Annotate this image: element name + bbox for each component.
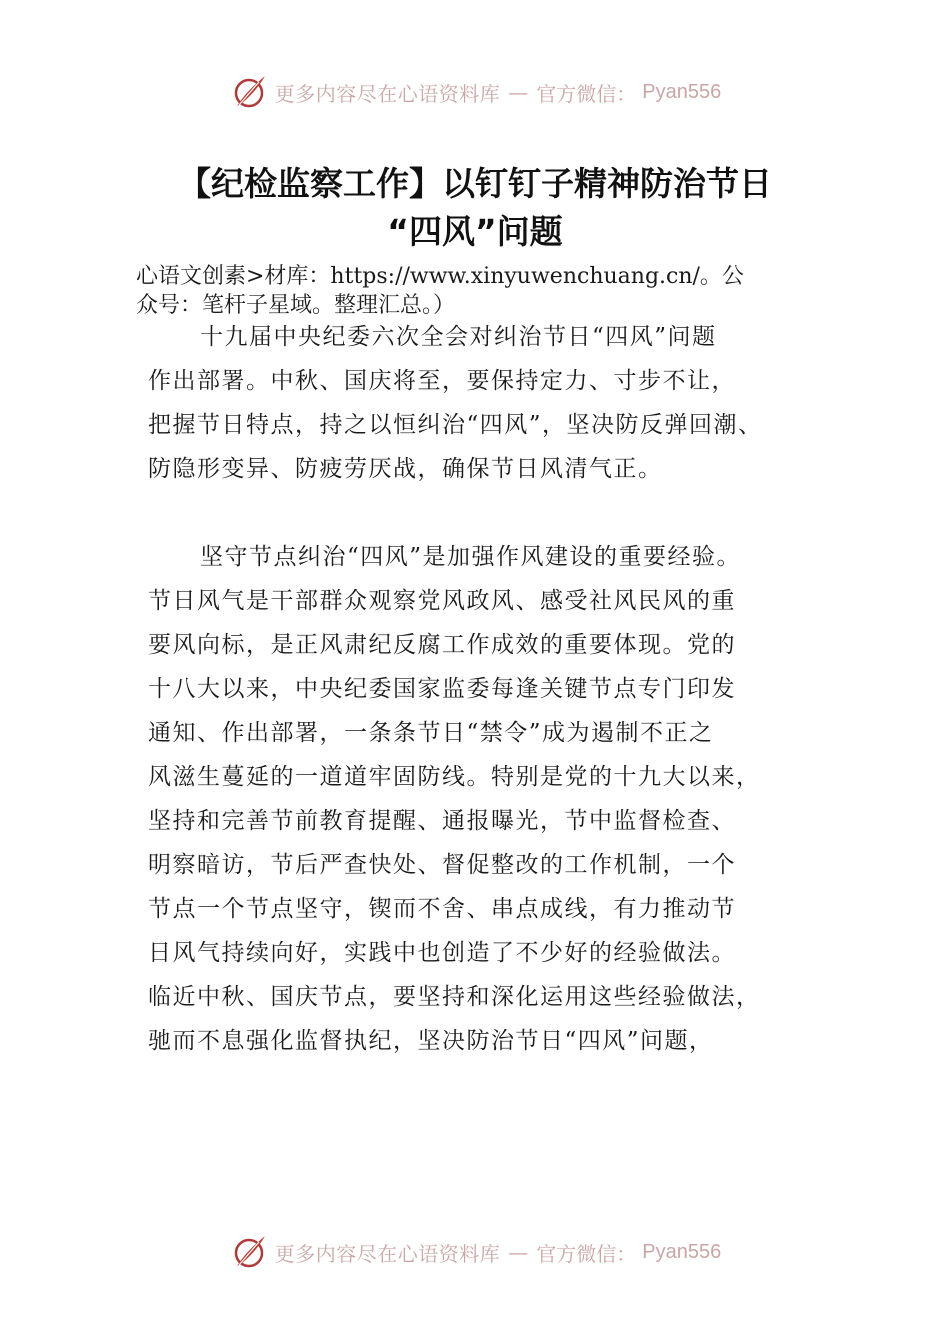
paragraph-line: 节点一个节点坚守，锲而不舍、串点成线，有力推动节 bbox=[148, 896, 736, 922]
source-note bbox=[136, 262, 836, 320]
banner-wechat-id: Pyan556 bbox=[642, 80, 722, 103]
title-line: “四风”问题 bbox=[387, 212, 563, 251]
banner-wechat-label: 官方微信： bbox=[536, 1241, 637, 1266]
banner-separator: — bbox=[508, 1240, 529, 1264]
paragraph-line: 十九届中央纪委六次全会对纠治节日“四风”问题 bbox=[200, 324, 717, 350]
paragraph-line: 十八大以来，中央纪委国家监委每逢关键节点专门印发 bbox=[148, 676, 736, 702]
feather-quill-logo-icon bbox=[229, 72, 269, 112]
paragraph-line: 明察暗访，节后严查快处、督促整改的工作机制，一个 bbox=[148, 852, 736, 878]
source-note-line: 众号：笔杆子星域。整理汇总。） bbox=[136, 293, 456, 318]
feather-quill-logo-icon bbox=[229, 1232, 269, 1272]
paragraph-line: 把握节日特点，持之以恒纠治“四风”，坚决防反弹回潮、 bbox=[148, 412, 763, 438]
paragraph-line: 要风向标，是正风肃纪反腐工作成效的重要体现。党的 bbox=[148, 632, 736, 658]
paragraph-line: 坚守节点纠治“四风”是加强作风建设的重要经验。 bbox=[200, 544, 742, 570]
paragraph-line: 风滋生蔓延的一道道牢固防线。特别是党的十九大以来， bbox=[148, 764, 761, 790]
paragraph-line: 节日风气是干部群众观察党风政风、感受社风民风的重 bbox=[148, 588, 736, 614]
document-title bbox=[120, 160, 830, 256]
footer-banner bbox=[0, 1230, 950, 1274]
paragraph-line: 日风气持续向好，实践中也创造了不少好的经验做法。 bbox=[148, 940, 736, 966]
banner-brand-text: 更多内容尽在心语资料库 bbox=[274, 81, 501, 106]
body-paragraph bbox=[148, 315, 818, 491]
banner-separator: — bbox=[508, 80, 529, 104]
title-line: 【纪检监察工作】以钉钉子精神防治节日 bbox=[178, 164, 772, 203]
body-paragraph bbox=[148, 535, 818, 1063]
paragraph-line: 作出部署。中秋、国庆将至，要保持定力、寸步不让， bbox=[148, 368, 736, 394]
paragraph-line: 通知、作出部署，一条条节日“禁令”成为遏制不正之 bbox=[148, 720, 714, 746]
banner-brand-text: 更多内容尽在心语资料库 bbox=[274, 1241, 501, 1266]
paragraph-line: 坚持和完善节前教育提醒、通报曝光，节中监督检查、 bbox=[148, 808, 736, 834]
paragraph-line: 防隐形变异、防疲劳厌战，确保节日风清气正。 bbox=[148, 456, 663, 482]
banner-wechat-id: Pyan556 bbox=[642, 1240, 722, 1263]
source-note-line: 心语文创素>材库：https://www.xinyuwenchuang.cn/。公 bbox=[136, 264, 744, 289]
header-banner bbox=[0, 70, 950, 114]
paragraph-line: 临近中秋、国庆节点，要坚持和深化运用这些经验做法， bbox=[148, 984, 761, 1010]
banner-wechat-label: 官方微信： bbox=[536, 81, 637, 106]
paragraph-line: 驰而不息强化监督执纪，坚决防治节日“四风”问题， bbox=[148, 1028, 714, 1054]
